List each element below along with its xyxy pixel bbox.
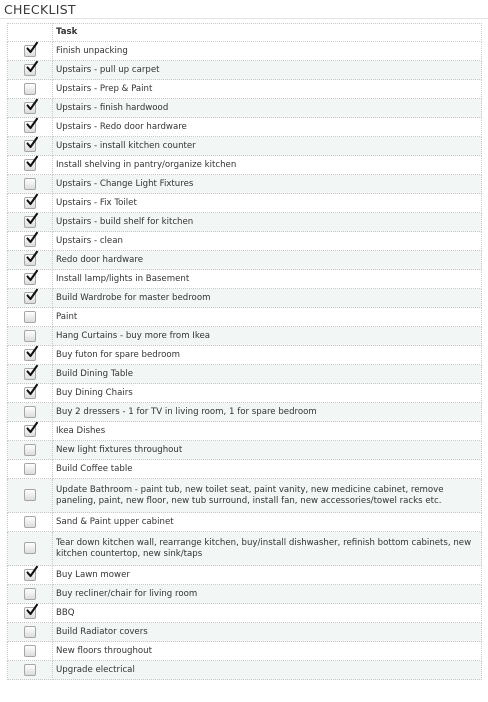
task-label: Upstairs - clean xyxy=(53,232,482,251)
table-row xyxy=(8,61,482,80)
checkbox-cell xyxy=(8,479,53,513)
task-column-header: Task xyxy=(53,24,482,42)
checkbox-cell xyxy=(8,346,53,365)
checkmark-icon xyxy=(26,604,38,616)
table-row xyxy=(8,232,482,251)
table-row xyxy=(8,137,482,156)
checkmark-icon xyxy=(26,99,38,111)
task-label: Buy 2 dressers - 1 for TV in living room, 1 for spare bedroom xyxy=(53,403,482,422)
checkbox-cell xyxy=(8,460,53,479)
checkmark-icon xyxy=(26,232,38,244)
table-row xyxy=(8,604,482,623)
table-row xyxy=(8,118,482,137)
task-label: Upstairs - Fix Toilet xyxy=(53,194,482,213)
checkbox-cell xyxy=(8,156,53,175)
checkbox-cell xyxy=(8,532,53,566)
task-label: Build Dining Table xyxy=(53,365,482,384)
task-label: BBQ xyxy=(53,604,482,623)
task-checkbox[interactable] xyxy=(24,588,36,600)
checkbox-cell xyxy=(8,42,53,61)
checkbox-cell xyxy=(8,365,53,384)
checklist-body xyxy=(8,42,482,680)
checkmark-icon xyxy=(26,289,38,301)
title-divider xyxy=(0,18,488,19)
checkbox-cell xyxy=(8,194,53,213)
task-label: Build Radiator covers xyxy=(53,623,482,642)
task-checkbox[interactable] xyxy=(24,311,36,323)
checkbox-cell xyxy=(8,270,53,289)
task-checkbox[interactable] xyxy=(24,292,36,304)
task-checkbox[interactable] xyxy=(24,569,36,581)
checkmark-icon xyxy=(26,384,38,396)
task-checkbox[interactable] xyxy=(24,444,36,456)
table-row xyxy=(8,308,482,327)
task-label: Update Bathroom - paint tub, new toilet seat, paint vanity, new medicine cabinet, remove paneling, paint, new floor, new tub surround, install fan, new accessories/towel racks etc. xyxy=(53,479,482,513)
checkbox-cell xyxy=(8,232,53,251)
task-checkbox[interactable] xyxy=(24,102,36,114)
checkbox-cell xyxy=(8,251,53,270)
task-checkbox[interactable] xyxy=(24,542,36,554)
checkbox-cell xyxy=(8,137,53,156)
table-row xyxy=(8,365,482,384)
task-label: Upstairs - Redo door hardware xyxy=(53,118,482,137)
task-checkbox[interactable] xyxy=(24,178,36,190)
checkmark-icon xyxy=(26,346,38,358)
table-row xyxy=(8,327,482,346)
checkbox-cell xyxy=(8,422,53,441)
table-row xyxy=(8,346,482,365)
checkbox-cell xyxy=(8,175,53,194)
checkmark-icon xyxy=(26,61,38,73)
checkmark-icon xyxy=(26,270,38,282)
checkbox-cell xyxy=(8,80,53,99)
task-label: Finish unpacking xyxy=(53,42,482,61)
table-row xyxy=(8,289,482,308)
checkbox-cell xyxy=(8,403,53,422)
checkbox-cell xyxy=(8,585,53,604)
checkmark-icon xyxy=(26,194,38,206)
table-row xyxy=(8,623,482,642)
task-checkbox[interactable] xyxy=(24,368,36,380)
task-checkbox[interactable] xyxy=(24,387,36,399)
task-label: Sand & Paint upper cabinet xyxy=(53,513,482,532)
table-row xyxy=(8,156,482,175)
checkbox-cell xyxy=(8,441,53,460)
checkmark-icon xyxy=(26,156,38,168)
task-checkbox[interactable] xyxy=(24,64,36,76)
task-checkbox[interactable] xyxy=(24,645,36,657)
table-row xyxy=(8,532,482,566)
checkbox-cell xyxy=(8,99,53,118)
table-row xyxy=(8,566,482,585)
task-label: New floors throughout xyxy=(53,642,482,661)
task-label: New light fixtures throughout xyxy=(53,441,482,460)
checkbox-cell xyxy=(8,384,53,403)
table-row xyxy=(8,42,482,61)
table-row xyxy=(8,661,482,680)
task-label: Build Coffee table xyxy=(53,460,482,479)
checkbox-cell xyxy=(8,61,53,80)
task-checkbox[interactable] xyxy=(24,197,36,209)
task-checkbox[interactable] xyxy=(24,425,36,437)
task-label: Buy Lawn mower xyxy=(53,566,482,585)
checkmark-icon xyxy=(26,137,38,149)
task-checkbox[interactable] xyxy=(24,463,36,475)
table-header-row xyxy=(8,24,482,42)
task-label: Upgrade electrical xyxy=(53,661,482,680)
checkbox-cell xyxy=(8,661,53,680)
checkbox-cell xyxy=(8,623,53,642)
checkbox-cell xyxy=(8,289,53,308)
task-checkbox[interactable] xyxy=(24,140,36,152)
task-label: Upstairs - build shelf for kitchen xyxy=(53,213,482,232)
task-label: Redo door hardware xyxy=(53,251,482,270)
task-checkbox[interactable] xyxy=(24,330,36,342)
checkmark-icon xyxy=(26,251,38,263)
table-row xyxy=(8,251,482,270)
task-checkbox[interactable] xyxy=(24,626,36,638)
task-label: Buy recliner/chair for living room xyxy=(53,585,482,604)
task-label: Upstairs - install kitchen counter xyxy=(53,137,482,156)
task-checkbox[interactable] xyxy=(24,159,36,171)
task-checkbox[interactable] xyxy=(24,235,36,247)
table-row xyxy=(8,441,482,460)
task-label: Install lamp/lights in Basement xyxy=(53,270,482,289)
task-label: Install shelving in pantry/organize kitchen xyxy=(53,156,482,175)
task-label: Upstairs - finish hardwood xyxy=(53,99,482,118)
task-label: Paint xyxy=(53,308,482,327)
task-checkbox[interactable] xyxy=(24,273,36,285)
checkbox-cell xyxy=(8,513,53,532)
checkmark-icon xyxy=(26,118,38,130)
task-checkbox[interactable] xyxy=(24,216,36,228)
table-row xyxy=(8,422,482,441)
task-checkbox[interactable] xyxy=(24,664,36,676)
task-label: Buy Dining Chairs xyxy=(53,384,482,403)
task-label: Hang Curtains - buy more from Ikea xyxy=(53,327,482,346)
checkmark-icon xyxy=(26,213,38,225)
table-row xyxy=(8,585,482,604)
table-row xyxy=(8,80,482,99)
task-checkbox[interactable] xyxy=(24,349,36,361)
checkbox-column-header xyxy=(8,24,53,42)
checklist-table xyxy=(7,23,482,680)
table-row xyxy=(8,194,482,213)
page-title: CHECKLIST xyxy=(4,2,76,17)
table-row xyxy=(8,213,482,232)
task-checkbox[interactable] xyxy=(24,254,36,266)
checkmark-icon xyxy=(26,365,38,377)
task-checkbox[interactable] xyxy=(24,489,36,501)
table-row xyxy=(8,270,482,289)
checkbox-cell xyxy=(8,566,53,585)
table-row xyxy=(8,460,482,479)
task-checkbox[interactable] xyxy=(24,607,36,619)
task-checkbox[interactable] xyxy=(24,45,36,57)
task-checkbox[interactable] xyxy=(24,516,36,528)
checkmark-icon xyxy=(26,566,38,578)
table-row xyxy=(8,642,482,661)
table-row xyxy=(8,384,482,403)
table-row xyxy=(8,513,482,532)
checkbox-cell xyxy=(8,118,53,137)
checkbox-cell xyxy=(8,213,53,232)
table-row xyxy=(8,479,482,513)
checkmark-icon xyxy=(26,42,38,54)
checkbox-cell xyxy=(8,327,53,346)
task-label: Upstairs - Prep & Paint xyxy=(53,80,482,99)
task-label: Build Wardrobe for master bedroom xyxy=(53,289,482,308)
checkbox-cell xyxy=(8,308,53,327)
table-row xyxy=(8,175,482,194)
task-label: Upstairs - Change Light Fixtures xyxy=(53,175,482,194)
task-checkbox[interactable] xyxy=(24,121,36,133)
task-checkbox[interactable] xyxy=(24,406,36,418)
checkbox-cell xyxy=(8,604,53,623)
task-label: Buy futon for spare bedroom xyxy=(53,346,482,365)
table-row xyxy=(8,99,482,118)
task-label: Ikea Dishes xyxy=(53,422,482,441)
checkbox-cell xyxy=(8,642,53,661)
table-row xyxy=(8,403,482,422)
task-checkbox[interactable] xyxy=(24,83,36,95)
task-label: Upstairs - pull up carpet xyxy=(53,61,482,80)
checkmark-icon xyxy=(26,422,38,434)
task-label: Tear down kitchen wall, rearrange kitchen, buy/install dishwasher, refinish bottom cabinets, new kitchen countertop, new sink/taps xyxy=(53,532,482,566)
